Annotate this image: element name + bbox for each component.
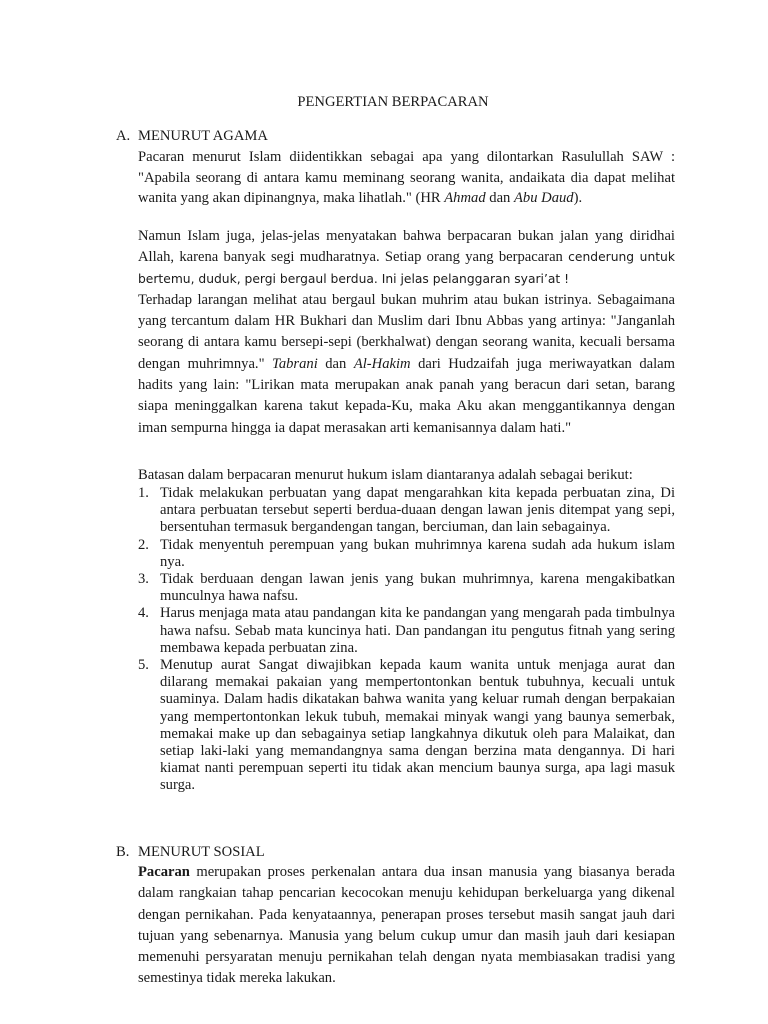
list-item-text: Harus menjaga mata atau pandangan kita ke pandangan yang mengarah pada timbulnya hawa nafsu. Sebab mata kuncinya hati. Dan pandangan itu pengutus fitnah yang sering membawa kepada perbuatan zina. — [160, 605, 675, 656]
section-a-heading — [116, 127, 268, 145]
list-item — [138, 485, 675, 537]
section-b-title: MENURUT SOSIAL — [138, 844, 265, 860]
section-a-letter: A. — [116, 128, 131, 144]
list-item-number: 3. — [138, 571, 149, 588]
paragraph-text: Namun Islam juga, jelas-jelas menyatakan bahwa berpacaran bukan jalan yang diridhai Allah, karena banyak segi mudharatnya. Setiap orang yang berpacaran — [138, 228, 675, 266]
list-item-number: 1. — [138, 485, 149, 501]
paragraph-text: merupakan proses perkenalan antara dua insan manusia yang biasanya berada dalam rangkaian tahap pencarian kecocokan menuju kehidupan berkeluarga yang dikenal dengan pernikahan. Pada kenyataannya, penerapan proses tersebut masih sangat jauh dari tujuan yang sebenarnya. Manusia yang belum cukup umur dan masih jauh dari kesiapan memenuhi persyaratan menuju pernikahan telah dengan nyata membiasakan tradisi yang semestinya tidak mereka lakukan. — [138, 864, 675, 987]
paragraph-text: ). — [573, 190, 583, 207]
list-item — [138, 605, 675, 657]
section-b-letter: B. — [116, 844, 130, 860]
bold-term-pacaran: Pacaran — [138, 864, 190, 880]
rules-list — [138, 485, 675, 795]
paragraph-text: Pacaran menurut Islam diidentikkan sebagai apa yang dilontarkan Rasulullah SAW : "Apabila seorang di antara kamu meminang seorang wanita, andaikata dia dapat melihat wanita yang akan dipinangnya, maka lihatlah." (HR — [138, 149, 675, 207]
citation-al-hakim: Al-Hakim — [353, 355, 411, 372]
section-a-paragraph-1 — [138, 147, 675, 209]
section-a-paragraph-2 — [138, 226, 675, 439]
list-item — [138, 571, 675, 605]
list-item — [138, 537, 675, 571]
list-item-text: Tidak berduaan dengan lawan jenis yang bukan muhrimnya, karena mengakibatkan munculnya hawa nafsu. — [160, 571, 675, 605]
list-intro: Batasan dalam berpacaran menurut hukum islam diantaranya adalah sebagai berikut: — [138, 467, 633, 483]
section-b-heading — [116, 843, 265, 861]
list-item-number: 5. — [138, 657, 149, 674]
paragraph-text: dari Hudzaifah juga meriwayatkan dalam hadits yang lain: "Lirikan mata merupakan anak panah yang beracun dari setan, barang siapa meninggalkan karena takut kepada-Ku, maka Aku akan menggantikannya dengan iman sempurna hingga ia dapat merasakan arti kemanisannya dalam hati." — [138, 355, 675, 436]
list-item-text: Tidak menyentuh perempuan yang bukan muhrimnya karena sudah ada hukum islam nya. — [160, 536, 675, 570]
section-b-paragraph — [138, 862, 675, 990]
citation-tabrani: Tabrani — [272, 355, 318, 372]
citation-ahmad: Ahmad — [444, 190, 486, 207]
list-item-text: Tidak melakukan perbuatan yang dapat mengarahkan kita kepada perbuatan zina, Di antara perbuatan tersebut seperti berdua-duaan dengan lawan jenis ditempat yang sepi, bersentuhan termasuk bergandengan tangan, berciuman, dan lain sebagainya. — [160, 485, 675, 536]
list-item-number: 4. — [138, 605, 149, 622]
citation-abu-daud: Abu Daud — [514, 190, 574, 207]
paragraph-text: dan — [317, 355, 354, 372]
paragraph-sans-line: cenderung untuk bertemu, duduk, pergi bergaul berdua. Ini jelas pelanggaran syari’at ! — [138, 250, 675, 286]
list-item-number: 2. — [138, 536, 149, 553]
list-item — [138, 657, 675, 795]
paragraph-text: dan — [485, 190, 514, 207]
list-item-text: Menutup aurat Sangat diwajibkan kepada kaum wanita untuk menjaga aurat dan dilarang memakai pakaian yang mempertontonkan bentuk tubuhnya, kecuali untuk suaminya. Dalam hadis dikatakan bahwa wanita yang keluar rumah dengan berpakaian yang mempertontonkan lekuk tubuh, memakai minyak wangi yang baunya semerbak, memakai make up dan sebagainya setiap langkahnya dikutuk oleh para Malaikat, dan setiap laki-laki yang memandangnya sama dengan berzina mata dengannya. Di hari kiamat nanti perempuan seperti itu tidak akan mencium baunya surga, apa lagi masuk surga. — [160, 657, 675, 794]
section-a-title: MENURUT AGAMA — [138, 128, 268, 144]
page-title: PENGERTIAN BERPACARAN — [297, 94, 489, 110]
paragraph-text: Terhadap larangan melihat atau bergaul bukan muhrim atau bukan istrinya. Sebagaimana yang tercantum dalam HR Bukhari dan Muslim dari Ibnu Abbas yang artinya: "Janganlah seorang di antara kamu bersepi-sepi (berkhalwat) dengan seorang wanita, kecuali bersama dengan muhrimnya." — [138, 291, 675, 372]
